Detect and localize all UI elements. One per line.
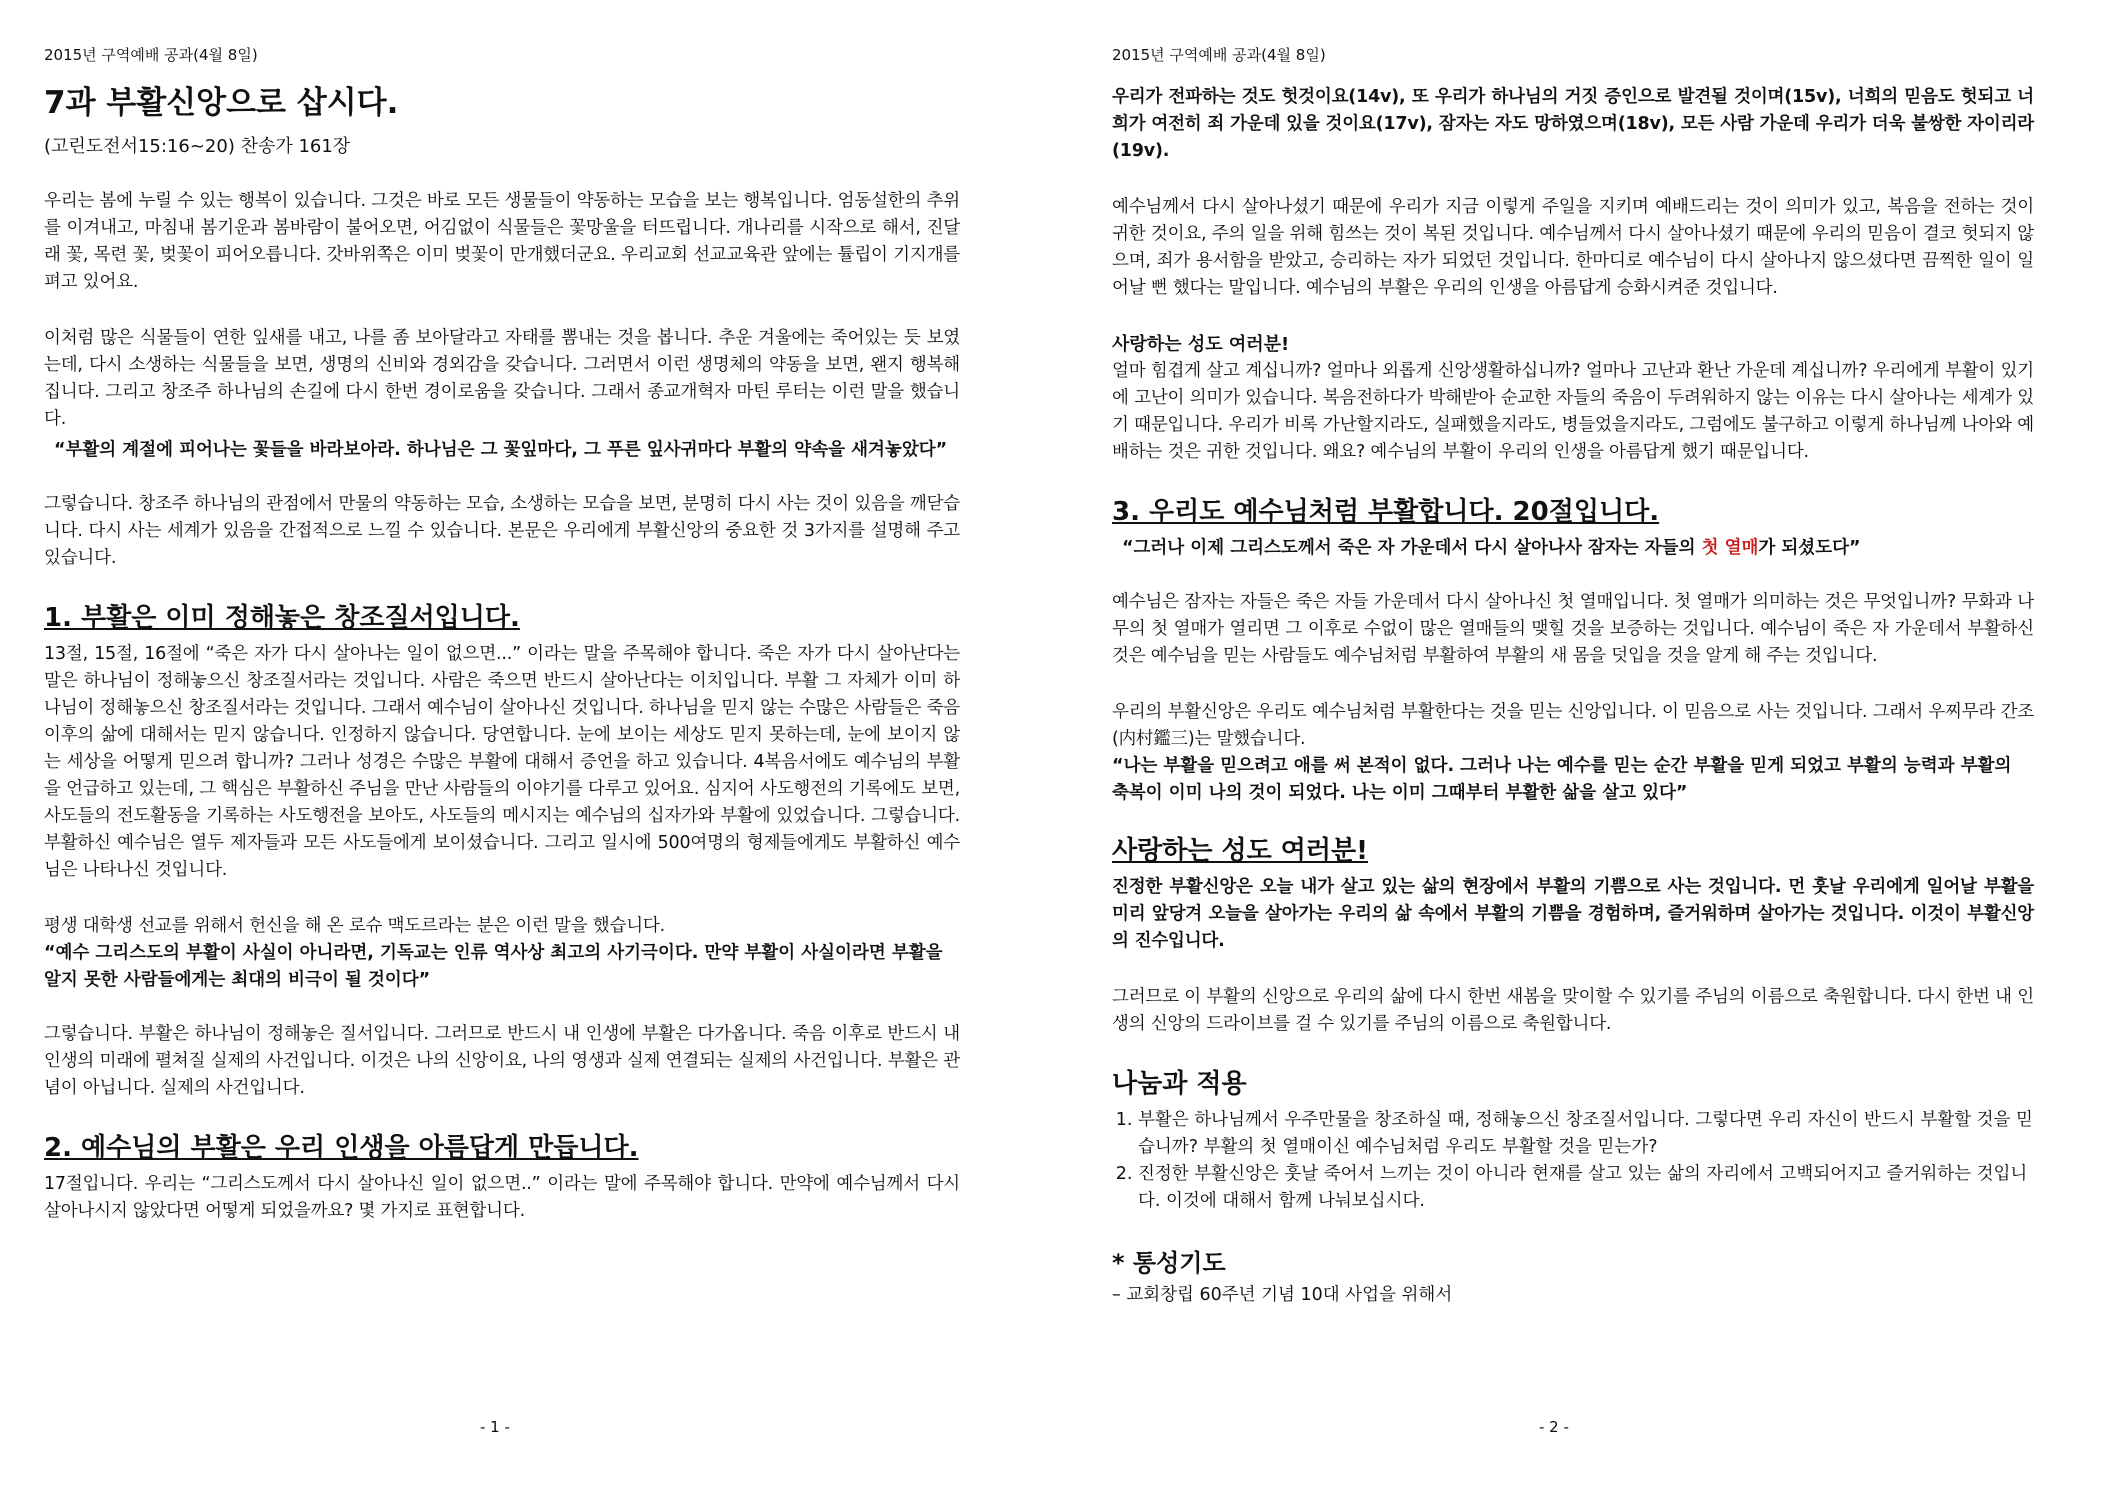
beloved-heading-1: 사랑하는 성도 여러분!	[1112, 334, 1290, 355]
section-3-title: 3. 우리도 예수님처럼 부활합니다. 20절입니다.	[1112, 497, 1660, 527]
intro-paragraph: 우리는 봄에 누릴 수 있는 행복이 있습니다. 그것은 바로 모든 생물들이 약동하는 모습을 보는 행복입니다. 엄동설한의 추위를 이겨내고, 마침내 봄기운과 봄바람이 불어오면, 어김없이 식물들은 꽃망울을 터뜨립니다. 개나리를 시작으로 해서, 진달래 꽃, 목련 꽃, 벚꽃이 피어오릅니다. 갓바위쪽은 이미 벚꽃이 만개했더군요. 우리교회 선교교육관 앞에는 튤립이 기지개를 펴고 있어요.	[44, 191, 960, 292]
page-right	[1052, 0, 2104, 1488]
section-2-paragraph: 17절입니다. 우리는 “그리스도께서 다시 살아나신 일이 없으면..” 이라는 말에 주목해야 합니다. 만약에 예수님께서 다시 살아나시지 않았다면 어떻게 되었을까요? 몇 가지로 표현합니다.	[44, 1174, 960, 1221]
hardship-paragraph: 얼마 힘겹게 살고 계십니까? 얼마나 외롭게 신앙생활하십니까? 얼마나 고난과 환난 가운데 계십니까? 우리에게 부활이 있기에 고난이 의미가 있습니다. 복음전하다가 박해받아 순교한 자들의 죽음이 두려워하지 않는 이유는 다시 살아나는 세계가 있기 때문입니다. 우리가 비록 가난할지라도, 실패했을지라도, 병들었을지라도, 그럼에도 불구하고 이렇게 하나님께 나아와 예배하는 것은 귀한 것입니다. 왜요? 예수님의 부활이 우리의 인생을 아름답게 했기 때문입니다.	[1112, 361, 2034, 462]
page-header: 2015년 구역예배 공과(4월 8일)	[44, 46, 258, 64]
quote-text-end: 가 되셨도다”	[1758, 538, 1861, 558]
beloved-heading-2: 사랑하는 성도 여러분!	[1112, 836, 1369, 866]
lesson-title: 7과 부활신앙으로 삽시다.	[44, 85, 399, 121]
summary-paragraph: 그렇습니다. 창조주 하나님의 관점에서 만물의 약동하는 모습, 소생하는 모습을 보면, 분명히 다시 사는 것이 있음을 깨닫습니다. 다시 사는 세계가 있음을 간접적으로 느낄 수 있습니다. 본문은 우리에게 부활신앙의 중요한 것 3가지를 설명해 주고 있습니다.	[44, 494, 960, 568]
page-number-1: - 1 -	[480, 1418, 510, 1436]
faith-paragraph: 우리의 부활신앙은 우리도 예수님처럼 부활한다는 것을 믿는 신앙입니다. 이 믿음으로 사는 것입니다. 그래서 우찌무라 간조(内村鑑三)는 말했습니다.	[1112, 702, 2034, 749]
share-item-2: 2. 진정한 부활신앙은 훗날 죽어서 느끼는 것이 아니라 현재를 살고 있는 삶의 자리에서 고백되어지고 즐거워하는 것입니다. 이것에 대해서 함께 나눠보십시다.	[1138, 1161, 2034, 1215]
section-2-title: 2. 예수님의 부활은 우리 인생을 아름답게 만듭니다.	[44, 1133, 639, 1163]
mcdowell-intro: 평생 대학생 선교를 위해서 헌신을 해 온 로슈 맥도르라는 분은 이런 말을 했습니다.	[44, 916, 665, 936]
share-title: 나눔과 적용	[1112, 1069, 1247, 1099]
flowers-paragraph: 이처럼 많은 식물들이 연한 잎새를 내고, 나를 좀 보아달라고 자태를 뽐내는 것을 봅니다. 추운 겨울에는 죽어있는 듯 보였는데, 다시 소생하는 식물들을 보면, 생명의 신비와 경외감을 갖습니다. 그러면서 이런 생명체의 약동을 보면, 왠지 행복해집니다. 그리고 창조주 하나님의 손길에 다시 한번 경이로움을 갖습니다. 그래서 종교개혁자 마틴 루터는 이런 말을 했습니다.	[44, 328, 960, 429]
section-1-title: 1. 부활은 이미 정해놓은 창조질서입니다.	[44, 603, 520, 633]
page-number-2: - 2 -	[1539, 1418, 1569, 1436]
share-item-1: 1. 부활은 하나님께서 우주만물을 창조하실 때, 정해놓으신 창조질서입니다. 그렇다면 우리 자신이 반드시 부활할 것을 믿습니까? 부활의 첫 열매이신 예수님처럼 우리도 부활할 것을 믿는가?	[1138, 1107, 2034, 1161]
luther-quote: “부활의 계절에 피어나는 꽃들을 바라보아라. 하나님은 그 꽃잎마다, 그 푸른 잎사귀마다 부활의 약속을 새겨놓았다”	[54, 440, 948, 460]
scripture-reference: (고린도전서15:16~20) 찬송가 161장	[44, 136, 351, 157]
page-header-right: 2015년 구역예배 공과(4월 8일)	[1112, 46, 1326, 64]
uchimura-quote: “나는 부활을 믿으려고 애를 써 본적이 없다. 그러나 나는 예수를 믿는 순간 부활을 믿게 되었고 부활의 능력과 부활의 축복이 이미 나의 것이 되었다. 나는 이미 그때부터 부활한 삶을 살고 있다”	[1112, 756, 2012, 803]
first-fruits-highlight: 첫 열매	[1701, 538, 1759, 558]
blessing-paragraph: 그러므로 이 부활의 신앙으로 우리의 삶에 다시 한번 새봄을 맞이할 수 있기를 주님의 이름으로 축원합니다. 다시 한번 내 인생의 신앙의 드라이브를 걸 수 있기를 주님의 이름으로 축원합니다.	[1112, 987, 2034, 1034]
section-1-conclusion: 그렇습니다. 부활은 하나님이 정해놓은 질서입니다. 그러므로 반드시 내 인생에 부활은 다가옵니다. 죽음 이후로 반드시 내 인생의 미래에 펼쳐질 실제의 사건입니다. 이것은 나의 신앙이요, 나의 영생과 실제 연결되는 실제의 사건입니다. 부활은 관념이 아닙니다. 실제의 사건입니다.	[44, 1024, 960, 1098]
section-1-paragraph: 13절, 15절, 16절에 “죽은 자가 다시 살아나는 일이 없으면...” 이라는 말을 주목해야 합니다. 죽은 자가 다시 살아난다는 말은 하나님이 정해놓으신 창조질서라는 것입니다. 사람은 죽으면 반드시 살아난다는 이치입니다. 부활 그 자체가 이미 하나님이 정해놓으신 창조질서라는 것입니다. 그래서 예수님이 살아나신 것입니다. 하나님을 믿지 않는 수많은 사람들은 죽음 이후의 삶에 대해서는 믿지 않습니다. 인정하지 않습니다. 당연합니다. 눈에 보이는 세상도 믿지 못하는데, 눈에 보이지 않는 세상을 어떻게 믿으려 합니까? 그러나 성경은 수많은 부활에 대해서 증언을 하고 있습니다. 4복음서에도 예수님의 부활을 언급하고 있는데, 그 핵심은 부활하신 주님을 만난 사람들의 이야기를 다루고 있어요. 심지어 사도행전의 기록에도 보면, 사도들의 전도활동을 기록하는 사도행전을 보아도, 사도들의 메시지는 예수님의 십자가와 부활에 있었습니다. 그렇습니다. 부활하신 예수님은 열두 제자들과 모든 사도들에게 보이셨습니다. 그리고 일시에 500여명의 형제들에게도 부활하신 예수님은 나타나신 것입니다.	[44, 644, 960, 880]
consequences-paragraph: 우리가 전파하는 것도 헛것이요(14v), 또 우리가 하나님의 거짓 증인으로 발견될 것이며(15v), 너희의 믿음도 헛되고 너희가 여전히 죄 가운데 있을 것이요(17v), 잠자는 자도 망하였으며(18v), 모든 사람 가운데 우리가 더욱 불쌍한 자이리라(19v).	[1112, 87, 2034, 161]
mcdowell-quote: “예수 그리스도의 부활이 사실이 아니라면, 기독교는 인류 역사상 최고의 사기극이다. 만약 부활이 사실이라면 부활을 알지 못한 사람들에게는 최대의 비극이 될 것이다”	[44, 943, 943, 990]
meaning-paragraph: 예수님께서 다시 살아나셨기 때문에 우리가 지금 이렇게 주일을 지키며 예배드리는 것이 의미가 있고, 복음을 전하는 것이 귀한 것이요, 주의 일을 위해 힘쓰는 것이 복된 것입니다. 예수님께서 다시 살아나셨기 때문에 우리의 믿음이 결코 헛되지 않으며, 죄가 용서함을 받았고, 승리하는 자가 되었던 것입니다. 한마디로 예수님이 다시 살아나지 않으셨다면 끔찍한 일이 일어날 뻔 했다는 말입니다. 예수님의 부활은 우리의 인생을 아름답게 승화시켜준 것입니다.	[1112, 197, 2034, 298]
first-fruits-paragraph: 예수님은 잠자는 자들은 죽은 자들 가운데서 다시 살아나신 첫 열매입니다. 첫 열매가 의미하는 것은 무엇입니까? 무화과 나무의 첫 열매가 열리면 그 이후로 수없이 많은 열매들의 맺힐 것을 보증하는 것입니다. 예수님이 죽은 자 가운데서 부활하신 것은 예수님을 믿는 사람들도 예수님처럼 부활하여 부활의 새 몸을 덧입을 것을 알게 해 주는 것입니다.	[1112, 592, 2034, 666]
share-list	[1112, 1107, 2034, 1215]
true-faith-paragraph: 진정한 부활신앙은 오늘 내가 살고 있는 삶의 현장에서 부활의 기쁨으로 사는 것입니다. 먼 훗날 우리에게 일어날 부활을 미리 앞당겨 오늘을 살아가는 우리의 삶 속에서 부활의 기쁨을 경험하며, 즐거워하며 살아가는 것입니다. 이것이 부활신앙의 진수입니다.	[1112, 877, 2034, 951]
prayer-title: * 통성기도	[1112, 1249, 1226, 1277]
prayer-item: – 교회창립 60주년 기념 10대 사업을 위해서	[1112, 1285, 1453, 1305]
quote-text-start: “그러나 이제 그리스도께서 죽은 자 가운데서 다시 살아나사 잠자는 자들의	[1122, 538, 1696, 558]
first-fruits-quote	[1122, 535, 2034, 562]
